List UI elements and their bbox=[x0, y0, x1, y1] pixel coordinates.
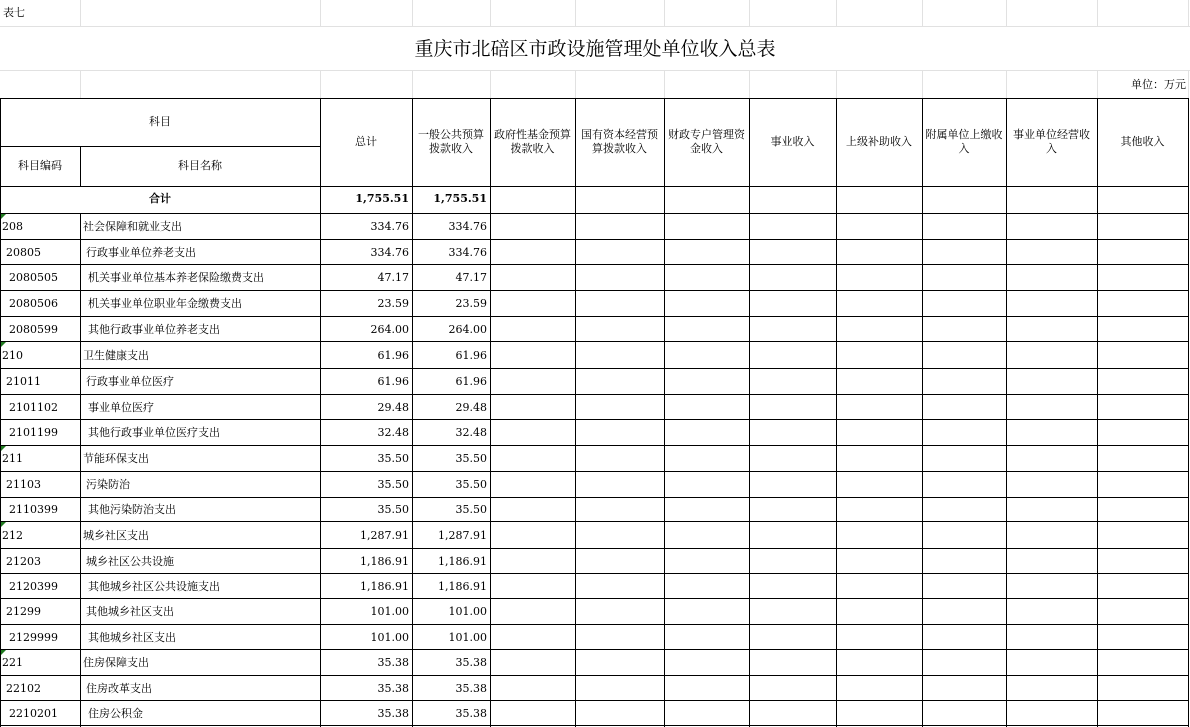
table-border bbox=[575, 98, 576, 727]
row-code: 210 bbox=[2, 349, 23, 362]
table-border bbox=[0, 649, 1189, 650]
row-total: 47.17 bbox=[377, 271, 409, 284]
header-col-operating-income: 事业单位经营收入 bbox=[1013, 128, 1090, 155]
row-code: 2080506 bbox=[9, 297, 58, 310]
row-name: 住房改革支出 bbox=[86, 682, 152, 695]
gridline bbox=[412, 70, 413, 98]
row-code: 21103 bbox=[6, 478, 41, 491]
gridline bbox=[320, 70, 321, 98]
gridline bbox=[575, 70, 576, 98]
header-col-total: 总计 bbox=[355, 135, 377, 148]
header-col-affiliated-income: 附属单位上缴收入 bbox=[925, 128, 1003, 155]
table-border bbox=[0, 725, 1189, 726]
corner-marker bbox=[1, 446, 6, 451]
row-general: 35.38 bbox=[455, 707, 487, 720]
gridline bbox=[836, 70, 837, 98]
row-code: 2210201 bbox=[9, 707, 58, 720]
gridline bbox=[80, 70, 81, 98]
table-border bbox=[0, 521, 1189, 522]
gridline bbox=[922, 70, 923, 98]
row-total: 32.48 bbox=[377, 426, 409, 439]
row-total: 35.38 bbox=[377, 656, 409, 669]
unit-label: 单位：万元 bbox=[1131, 78, 1186, 91]
row-name: 住房保障支出 bbox=[83, 656, 149, 669]
table-border bbox=[80, 213, 81, 727]
row-name: 其他城乡社区支出 bbox=[86, 605, 174, 618]
gridline bbox=[80, 0, 81, 26]
table-border bbox=[0, 368, 1189, 369]
total-row-general: 1,755.51 bbox=[433, 192, 487, 205]
table-border bbox=[0, 573, 1189, 574]
row-code: 22102 bbox=[6, 682, 41, 695]
row-total: 101.00 bbox=[370, 631, 409, 644]
gridline bbox=[575, 0, 576, 26]
gridline bbox=[412, 0, 413, 26]
table-border bbox=[0, 290, 1189, 291]
gridline bbox=[1097, 0, 1098, 26]
header-col-superior-subsidy: 上级补助收入 bbox=[846, 135, 912, 148]
row-general: 1,186.91 bbox=[438, 555, 487, 568]
table-border bbox=[664, 98, 665, 727]
row-code: 211 bbox=[2, 452, 23, 465]
table-border bbox=[1097, 98, 1098, 727]
row-total: 334.76 bbox=[370, 246, 409, 259]
row-general: 101.00 bbox=[448, 605, 487, 618]
table-border bbox=[836, 98, 837, 727]
row-code: 221 bbox=[2, 656, 23, 669]
row-name: 机关事业单位基本养老保险缴费支出 bbox=[88, 271, 264, 284]
row-general: 47.17 bbox=[455, 271, 487, 284]
row-general: 29.48 bbox=[455, 401, 487, 414]
row-general: 32.48 bbox=[455, 426, 487, 439]
row-name: 行政事业单位医疗 bbox=[86, 375, 174, 388]
row-total: 1,287.91 bbox=[360, 529, 409, 542]
row-total: 35.50 bbox=[377, 478, 409, 491]
row-total: 1,186.91 bbox=[360, 555, 409, 568]
gridline bbox=[664, 0, 665, 26]
gridline bbox=[320, 0, 321, 26]
gridline bbox=[1006, 0, 1007, 26]
total-row-label: 合计 bbox=[149, 192, 171, 205]
row-general: 1,186.91 bbox=[438, 580, 487, 593]
table-border bbox=[0, 445, 1189, 446]
row-name: 住房公积金 bbox=[88, 707, 143, 720]
row-name: 其他行政事业单位医疗支出 bbox=[88, 426, 220, 439]
header-code: 科目编码 bbox=[18, 159, 62, 172]
table-border bbox=[0, 548, 1189, 549]
corner-marker bbox=[1, 342, 6, 347]
table-border bbox=[0, 394, 1189, 395]
table-border bbox=[0, 186, 1189, 187]
gridline bbox=[1188, 0, 1189, 26]
row-general: 334.76 bbox=[448, 220, 487, 233]
table-border bbox=[0, 700, 1189, 701]
row-total: 35.50 bbox=[377, 452, 409, 465]
table-border bbox=[0, 213, 1189, 214]
table-border bbox=[0, 264, 1189, 265]
row-name: 卫生健康支出 bbox=[83, 349, 149, 362]
row-name: 事业单位医疗 bbox=[88, 401, 154, 414]
row-code: 21011 bbox=[6, 375, 41, 388]
table-border bbox=[0, 316, 1189, 317]
row-code: 208 bbox=[2, 220, 23, 233]
row-code: 21203 bbox=[6, 555, 41, 568]
row-code: 2110399 bbox=[9, 503, 58, 516]
row-total: 101.00 bbox=[370, 605, 409, 618]
row-name: 其他城乡社区公共设施支出 bbox=[88, 580, 220, 593]
row-code: 2101102 bbox=[9, 401, 58, 414]
row-code: 2129999 bbox=[9, 631, 58, 644]
total-row-total: 1,755.51 bbox=[355, 192, 409, 205]
row-general: 61.96 bbox=[455, 349, 487, 362]
table-border bbox=[0, 675, 1189, 676]
row-code: 20805 bbox=[6, 246, 41, 259]
row-name: 社会保障和就业支出 bbox=[83, 220, 182, 233]
row-name: 机关事业单位职业年金缴费支出 bbox=[88, 297, 242, 310]
row-general: 35.38 bbox=[455, 682, 487, 695]
row-general: 35.38 bbox=[455, 656, 487, 669]
table-border bbox=[749, 98, 750, 727]
row-general: 35.50 bbox=[455, 478, 487, 491]
header-col-gov-fund: 政府性基金预算拨款收入 bbox=[494, 128, 571, 155]
gridline bbox=[749, 0, 750, 26]
table-border bbox=[490, 98, 491, 727]
row-name: 其他城乡社区支出 bbox=[88, 631, 176, 644]
row-total: 61.96 bbox=[377, 375, 409, 388]
row-general: 101.00 bbox=[448, 631, 487, 644]
corner-marker bbox=[1, 650, 6, 655]
gridline bbox=[490, 0, 491, 26]
corner-marker bbox=[1, 214, 6, 219]
header-col-general-budget: 一般公共预算拨款收入 bbox=[418, 128, 484, 155]
row-name: 城乡社区支出 bbox=[83, 529, 149, 542]
table-border bbox=[0, 471, 1189, 472]
row-general: 264.00 bbox=[448, 323, 487, 336]
header-col-other-income: 其他收入 bbox=[1120, 135, 1165, 148]
row-total: 35.38 bbox=[377, 707, 409, 720]
row-name: 其他污染防治支出 bbox=[88, 503, 176, 516]
row-code: 212 bbox=[2, 529, 23, 542]
row-general: 35.50 bbox=[455, 503, 487, 516]
gridline bbox=[490, 70, 491, 98]
row-total: 264.00 bbox=[370, 323, 409, 336]
row-code: 2120399 bbox=[9, 580, 58, 593]
gridline bbox=[0, 70, 1190, 71]
table-border bbox=[1006, 98, 1007, 727]
row-code: 2080599 bbox=[9, 323, 58, 336]
row-general: 334.76 bbox=[448, 246, 487, 259]
row-total: 35.38 bbox=[377, 682, 409, 695]
gridline bbox=[749, 70, 750, 98]
row-general: 1,287.91 bbox=[438, 529, 487, 542]
table-border bbox=[0, 239, 1189, 240]
row-name: 城乡社区公共设施 bbox=[86, 555, 174, 568]
row-name: 其他行政事业单位养老支出 bbox=[88, 323, 220, 336]
row-total: 61.96 bbox=[377, 349, 409, 362]
header-name: 科目名称 bbox=[178, 159, 222, 172]
table-border bbox=[922, 98, 923, 727]
table-border bbox=[0, 419, 1189, 420]
gridline bbox=[1188, 70, 1189, 98]
gridline bbox=[836, 0, 837, 26]
row-code: 2080505 bbox=[9, 271, 58, 284]
row-total: 334.76 bbox=[370, 220, 409, 233]
row-code: 2101199 bbox=[9, 426, 58, 439]
header-col-state-capital: 国有资本经营预算拨款收入 bbox=[581, 128, 658, 155]
table-border bbox=[0, 624, 1189, 625]
header-col-business-income: 事业收入 bbox=[770, 135, 815, 148]
sheet-label: 表七 bbox=[3, 6, 25, 19]
row-total: 23.59 bbox=[377, 297, 409, 310]
row-name: 行政事业单位养老支出 bbox=[86, 246, 196, 259]
row-general: 23.59 bbox=[455, 297, 487, 310]
gridline bbox=[664, 70, 665, 98]
row-name: 节能环保支出 bbox=[83, 452, 149, 465]
row-total: 29.48 bbox=[377, 401, 409, 414]
table-border bbox=[1188, 98, 1189, 727]
header-kemu: 科目 bbox=[149, 115, 171, 128]
table-border bbox=[0, 341, 1189, 342]
row-general: 61.96 bbox=[455, 375, 487, 388]
row-code: 21299 bbox=[6, 605, 41, 618]
gridline bbox=[0, 26, 1190, 27]
row-total: 1,186.91 bbox=[360, 580, 409, 593]
row-general: 35.50 bbox=[455, 452, 487, 465]
header-col-fiscal-account: 财政专户管理资金收入 bbox=[668, 128, 745, 155]
table-border bbox=[0, 598, 1189, 599]
corner-marker bbox=[1, 522, 6, 527]
table-title: 重庆市北碚区市政设施管理处单位收入总表 bbox=[414, 38, 776, 60]
row-name: 污染防治 bbox=[86, 478, 130, 491]
row-total: 35.50 bbox=[377, 503, 409, 516]
table-border bbox=[0, 497, 1189, 498]
gridline bbox=[922, 0, 923, 26]
